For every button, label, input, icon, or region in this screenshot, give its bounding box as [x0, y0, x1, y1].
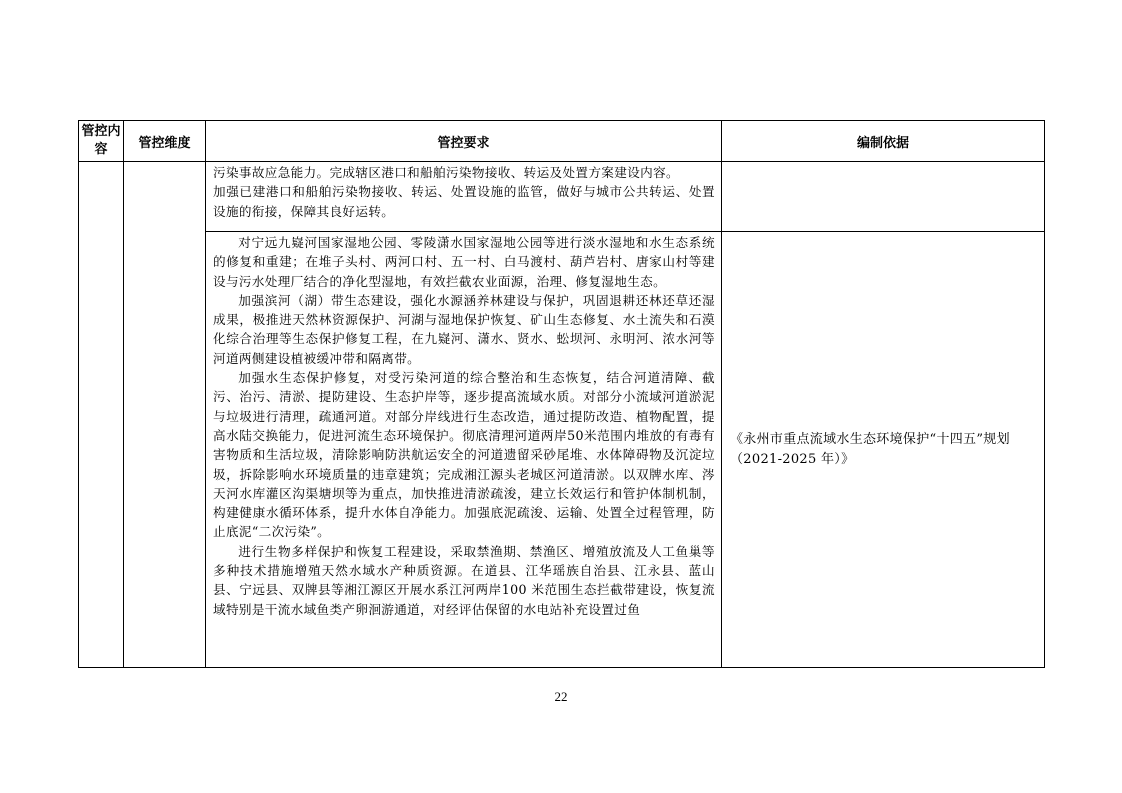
requirement-paragraph: 加强滨河（湖）带生态建设，强化水源涵养林建设与保护，巩固退耕还林还草还湿成果，极推进天然林资源保护、河湖与湿地保护恢复、矿山生态修复、水土流失和石漠化综合治理等生态保护修复工程，在九嶷河、潇水、贤水、蚣坝河、永明河、浓水河等河道两侧建设植被缓冲带和隔离带。: [213, 292, 715, 366]
header-control-dimension: 管控维度: [124, 121, 206, 162]
cell-control-content: [79, 162, 124, 668]
requirement-paragraph: 加强已建港口和船舶污染物接收、转运、处置设施的监管，做好与城市公共转运、处置设施的衔接，保障其良好运转。: [213, 184, 715, 219]
requirement-paragraph: 污染事故应急能力。完成辖区港口和船舶污染物接收、转运及处置方案建设内容。: [213, 165, 679, 180]
header-control-requirement: 管控要求: [206, 121, 722, 162]
page-number: 22: [554, 689, 568, 704]
cell-requirement-2: [206, 232, 722, 668]
requirement-paragraph: 进行生物多样保护和恢复工程建设，采取禁渔期、禁渔区、增殖放流及人工鱼巢等多种技术措施增殖天然水域水产种质资源。在道县、江华瑶族自治县、江永县、蓝山县、宁远县、双牌县等湘江源区开展水系江河两岸100 米范围生态拦截带建设，恢复流域特别是干流水域鱼类产卵洄游通道，对经评估保留的水电站补充设置过鱼: [213, 543, 715, 617]
header-compilation-basis: 编制依据: [722, 121, 1045, 162]
control-requirements-table: [78, 120, 1045, 668]
header-control-content: 管控内容: [79, 121, 124, 162]
cell-control-dimension: [124, 162, 206, 668]
cell-basis-1: [722, 162, 1045, 232]
requirement-paragraph: 对宁远九嶷河国家湿地公园、零陵潇水国家湿地公园等进行淡水湿地和水生态系统的修复和重建；在堆子头村、两河口村、五一村、白马渡村、葫芦岩村、唐家山村等建设与污水处理厂结合的净化型湿地，有效拦截农业面源，治理、修复湿地生态。: [213, 235, 715, 289]
cell-requirement-1: [206, 162, 722, 232]
table-header-row: [79, 121, 1045, 162]
table-row: [79, 232, 1045, 668]
table-row: [79, 162, 1045, 232]
cell-basis-2: 《永州市重点流域水生态环境保护“十四五”规划（2021-2025 年）》: [722, 232, 1045, 668]
requirement-paragraph: 加强水生态保护修复，对受污染河道的综合整治和生态恢复，结合河道清障、截污、治污、清淤、提防建设、生态护岸等，逐步提高流域水质。对部分小流域河道淤泥与垃圾进行清理，疏通河道。对部分岸线进行生态改造，通过提防改造、植物配置，提高水陆交换能力，促进河流生态环境保护。彻底清理河道两岸50米范围内堆放的有毒有害物质和生活垃圾，清除影响防洪航运安全的河道遗留采砂尾堆、水体障碍物及沉淀垃圾，拆除影响水环境质量的违章建筑；完成湘江源头老城区河道清淤。以双牌水库、涔天河水库灌区沟渠塘坝等为重点，加快推进清淤疏浚，建立长效运行和管护体制机制，构建健康水循环体系，提升水体自净能力。加强底泥疏浚、运输、处置全过程管理，防止底泥“二次污染”。: [213, 370, 715, 540]
